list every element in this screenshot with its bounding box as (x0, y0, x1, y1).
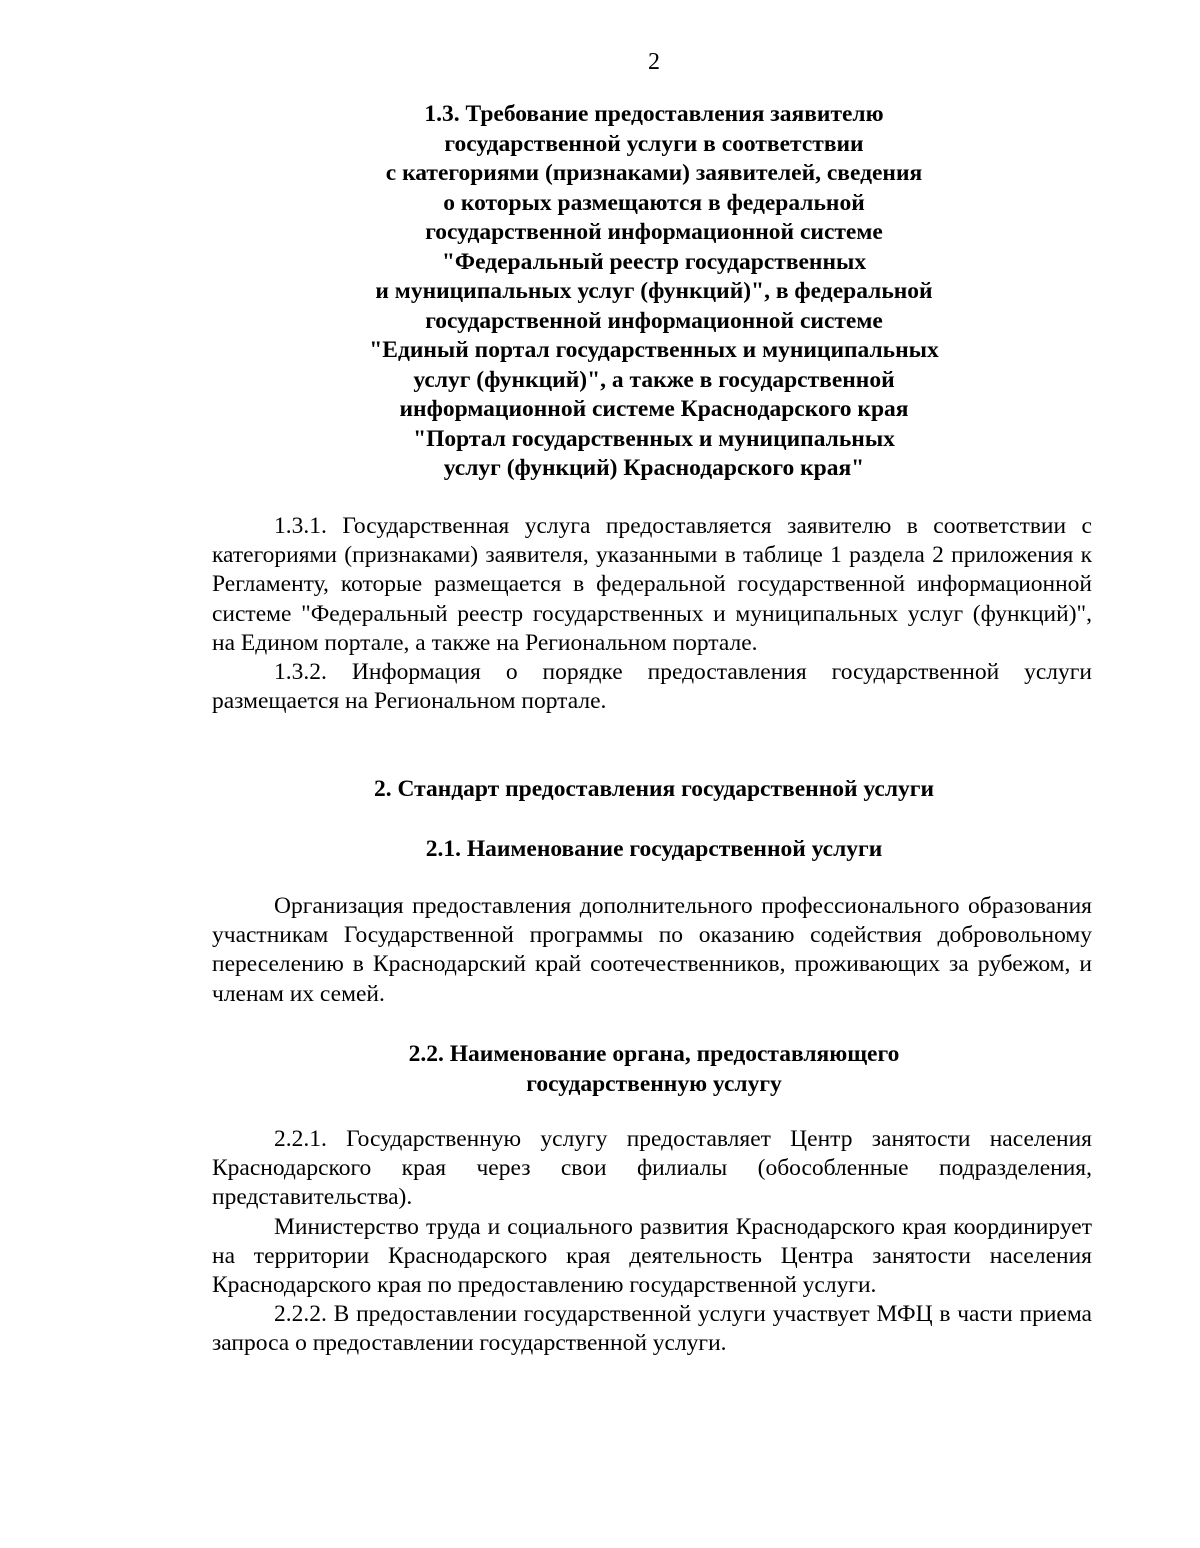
paragraph-2-2-2: 2.2.2. В предоставлении государственной услуги участвует МФЦ в части приема запроса о предоставлении государственной услуги. (212, 1301, 1092, 1357)
page-number: 2 (648, 49, 660, 75)
section-heading-2-2: 2.2. Наименование органа, предоставляющего государственную услугу (408, 1041, 900, 1097)
section-heading-2-1: 2.1. Наименование государственной услуги (425, 836, 883, 862)
section-body-1-3 (212, 512, 1092, 716)
paragraph-2-1: Организация предоставления дополнительного профессионального образования участникам Государственной программы по оказанию содействия добровольному переселению в Краснодарский край соотечественников, проживающих за рубежом, и членам их семей. (212, 893, 1092, 1007)
section-heading-2: 2. Стандарт предоставления государственной услуги (373, 776, 935, 802)
paragraph-1-3-1: 1.3.1. Государственная услуга предоставляется заявителю в соответствии с категориями (признаками) заявителя, указанными в таблице 1 раздела 2 приложения к Регламенту, которые размещается в федеральной государственной информационной системе "Федеральный реестр государственных и муниципальных услуг (функций)", на Едином портале, а также на Региональном портале. (212, 513, 1092, 656)
paragraph-2-2-1: 2.2.1. Государственную услугу предоставляет Центр занятости населения Краснодарского края через свои филиалы (обособленные подразделения, представительства). (212, 1126, 1092, 1211)
section-heading-1-3: 1.3. Требование предоставления заявителю государственной услуги в соответствии с категориями (признаками) заявителей, сведения о которых размещаются в федеральной государственной информационной системе "Федеральный реестр государственных и муниципальных услуг (функций)", в федеральной государственной информационной системе "Единый портал государственных и муниципальных услуг (функций)", а также в государственной информационной системе Краснодарского края "Портал государственных и муниципальных услуг (функций) Краснодарского края" (369, 101, 939, 481)
paragraph-1-3-2: 1.3.2. Информация о порядке предоставления государственной услуги размещается на Региональном портале. (212, 659, 1092, 715)
paragraph-2-2-ministry: Министерство труда и социального развития Краснодарского края координирует на территории Краснодарского края деятельность Центра занятости населения Краснодарского края по предоставлению государственной услуги. (212, 1213, 1092, 1299)
section-body-2-1 (212, 892, 1092, 1009)
section-body-2-2 (212, 1125, 1092, 1359)
